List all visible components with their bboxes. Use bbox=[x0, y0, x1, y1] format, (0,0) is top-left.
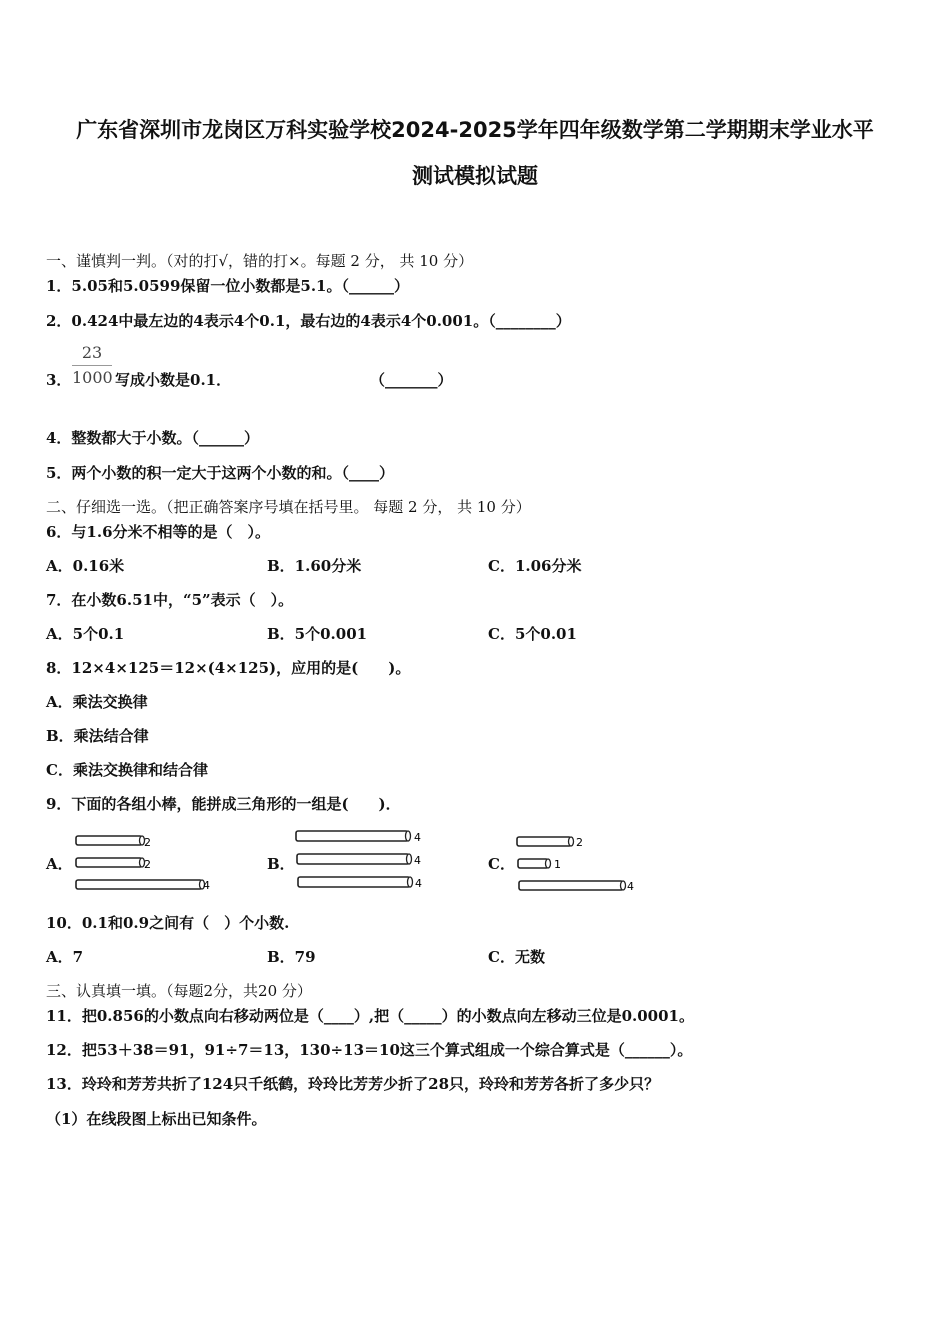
question-1: 1．5.05和5.0599保留一位小数都是5.1。（______） bbox=[46, 277, 409, 295]
question-9-option-b-label: B． bbox=[267, 855, 295, 873]
question-3-prefix: 3． bbox=[46, 371, 72, 389]
stick-a1-length: 2 bbox=[144, 836, 151, 849]
question-4: 4．整数都大于小数。（______） bbox=[46, 429, 259, 447]
question-8: 8．12×4×125＝12×(4×125)，应用的是( )。 bbox=[46, 659, 411, 677]
stick-group-b bbox=[292, 826, 442, 894]
question-13: 13．玲玲和芳芳共折了124只千纸鹤，玲玲比芳芳少折了28只，玲玲和芳芳各折了多少只？ bbox=[46, 1075, 660, 1093]
stick-c1-length: 2 bbox=[576, 836, 583, 849]
question-8-option-a: A．乘法交换律 bbox=[46, 693, 148, 711]
question-3-fraction bbox=[72, 343, 112, 388]
question-11: 11．把0.856的小数点向右移动两位是（____）,把（_____）的小数点向左移动三位是0.0001。 bbox=[46, 1007, 694, 1025]
question-3-text: 写成小数是0.1． bbox=[115, 371, 232, 389]
question-7: 7．在小数6.51中，“5”表示（ ）。 bbox=[46, 591, 294, 609]
section-heading-1: 一、谨慎判一判。（对的打√，错的打×。每题 2 分， 共 10 分） bbox=[46, 252, 474, 270]
stick-b2-length: 4 bbox=[414, 854, 421, 867]
question-10-option-c: C．无数 bbox=[488, 948, 545, 966]
section-heading-3: 三、认真填一填。（每题2分，共20 分） bbox=[46, 982, 312, 1000]
question-12: 12．把53＋38＝91，91÷7＝13，130÷13＝10这三个算式组成一个综合算式是（______）。 bbox=[46, 1041, 693, 1059]
stick-b1 bbox=[296, 831, 411, 841]
stick-a2-length: 2 bbox=[144, 858, 151, 871]
question-7-option-b: B．5个0.001 bbox=[267, 625, 368, 643]
stick-b2 bbox=[297, 854, 412, 864]
stick-c3-length: 4 bbox=[627, 880, 634, 893]
question-6-option-a: A．0.16米 bbox=[46, 557, 125, 575]
question-9-option-c-label: C． bbox=[488, 855, 515, 873]
fraction-denominator: 1000 bbox=[72, 368, 113, 387]
stick-a3 bbox=[76, 880, 205, 889]
question-10: 10．0.1和0.9之间有（ ）个小数. bbox=[46, 914, 290, 932]
question-10-option-a: A．7 bbox=[46, 948, 84, 966]
fraction-bar bbox=[72, 365, 112, 366]
question-6: 6．与1.6分米不相等的是（ ）。 bbox=[46, 523, 271, 541]
fraction-numerator: 23 bbox=[81, 343, 103, 362]
stick-a1 bbox=[76, 836, 145, 845]
stick-a3-length: 4 bbox=[203, 879, 210, 892]
page-title-line1: 广东省深圳市龙岗区万科实验学校2024-2025学年四年级数学第二学期期末学业水平 bbox=[76, 118, 874, 142]
stick-b3-length: 4 bbox=[415, 877, 422, 890]
question-9-option-a-label: A． bbox=[46, 855, 73, 873]
stick-c2-length: 1 bbox=[554, 858, 561, 871]
question-6-option-b: B．1.60分米 bbox=[267, 557, 362, 575]
question-2: 2．0.424中最左边的4表示4个0.1，最右边的4表示4个0.001。（________） bbox=[46, 312, 571, 330]
question-9: 9．下面的各组小棒，能拼成三角形的一组是( )． bbox=[46, 795, 401, 813]
page-title-line2: 测试模拟试题 bbox=[412, 164, 538, 188]
stick-b1-length: 4 bbox=[414, 831, 421, 844]
stick-c1 bbox=[517, 837, 574, 846]
question-8-option-c: C．乘法交换律和结合律 bbox=[46, 761, 208, 779]
stick-b3 bbox=[298, 877, 413, 887]
question-10-option-b: B．79 bbox=[267, 948, 316, 966]
question-8-option-b: B．乘法结合律 bbox=[46, 727, 149, 745]
question-6-option-c: C．1.06分米 bbox=[488, 557, 582, 575]
question-7-option-c: C．5个0.01 bbox=[488, 625, 577, 643]
question-5: 5．两个小数的积一定大于这两个小数的和。（____） bbox=[46, 464, 394, 482]
stick-c3 bbox=[519, 881, 626, 890]
question-3-blank: （_______） bbox=[370, 371, 453, 389]
section-heading-2: 二、仔细选一选。（把正确答案序号填在括号里。 每题 2 分， 共 10 分） bbox=[46, 498, 531, 516]
stick-c2 bbox=[518, 859, 551, 868]
question-13-sub-1: （1）在线段图上标出已知条件。 bbox=[46, 1110, 267, 1128]
stick-group-c bbox=[513, 830, 653, 896]
stick-group-a bbox=[72, 830, 222, 894]
stick-a2 bbox=[76, 858, 145, 867]
question-7-option-a: A．5个0.1 bbox=[46, 625, 125, 643]
